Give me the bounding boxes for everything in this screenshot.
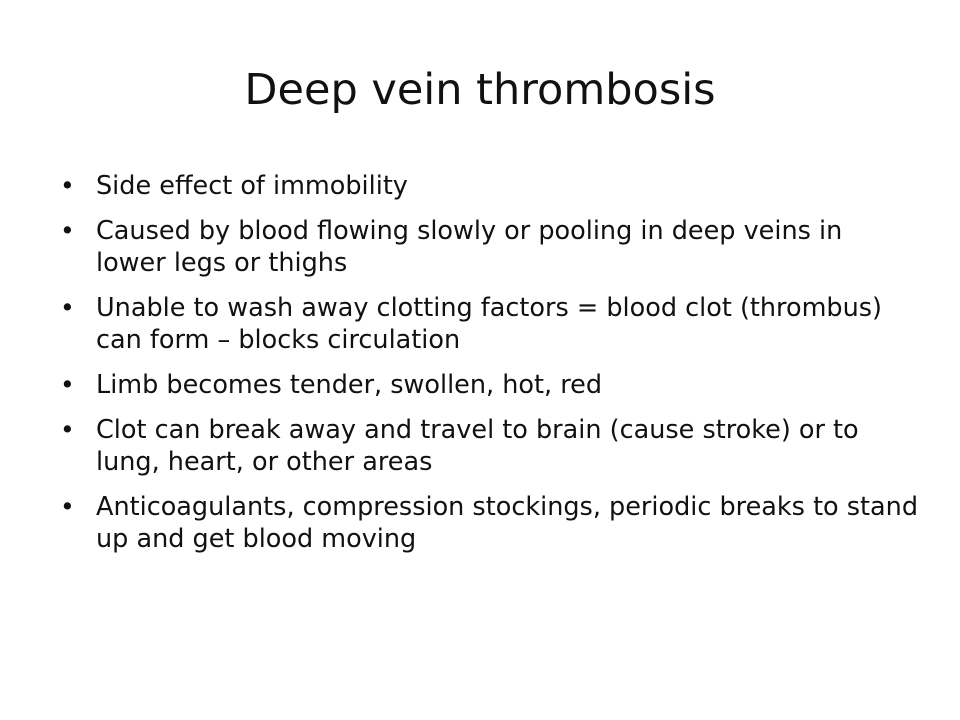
bullet-icon: • — [60, 370, 75, 399]
bullet-icon: • — [60, 293, 75, 322]
bullet-text: Limb becomes tender, swollen, hot, red — [96, 370, 603, 400]
bullet-text: Caused by blood flowing slowly or pooling in deep veins in lower legs or thighs — [96, 216, 843, 278]
bullet-text: Anticoagulants, compression stockings, periodic breaks to stand up and get blood moving — [96, 492, 919, 554]
bullet-text: Unable to wash away clotting factors = blood clot (thrombus) can form – blocks circulation — [96, 293, 883, 355]
bullet-item-4 — [60, 369, 920, 401]
bullet-item-3 — [60, 292, 920, 356]
bullet-list — [60, 170, 920, 568]
slide-title: Deep vein thrombosis — [244, 65, 716, 115]
bullet-item-6 — [60, 491, 920, 555]
bullet-icon: • — [60, 216, 75, 245]
bullet-icon: • — [60, 415, 75, 444]
bullet-item-2 — [60, 215, 920, 279]
bullet-text: Side effect of immobility — [96, 171, 408, 201]
bullet-item-5 — [60, 414, 920, 478]
bullet-icon: • — [60, 492, 75, 521]
bullet-icon: • — [60, 171, 75, 200]
bullet-text: Clot can break away and travel to brain (cause stroke) or to lung, heart, or other areas — [96, 415, 859, 477]
bullet-item-1 — [60, 170, 920, 202]
